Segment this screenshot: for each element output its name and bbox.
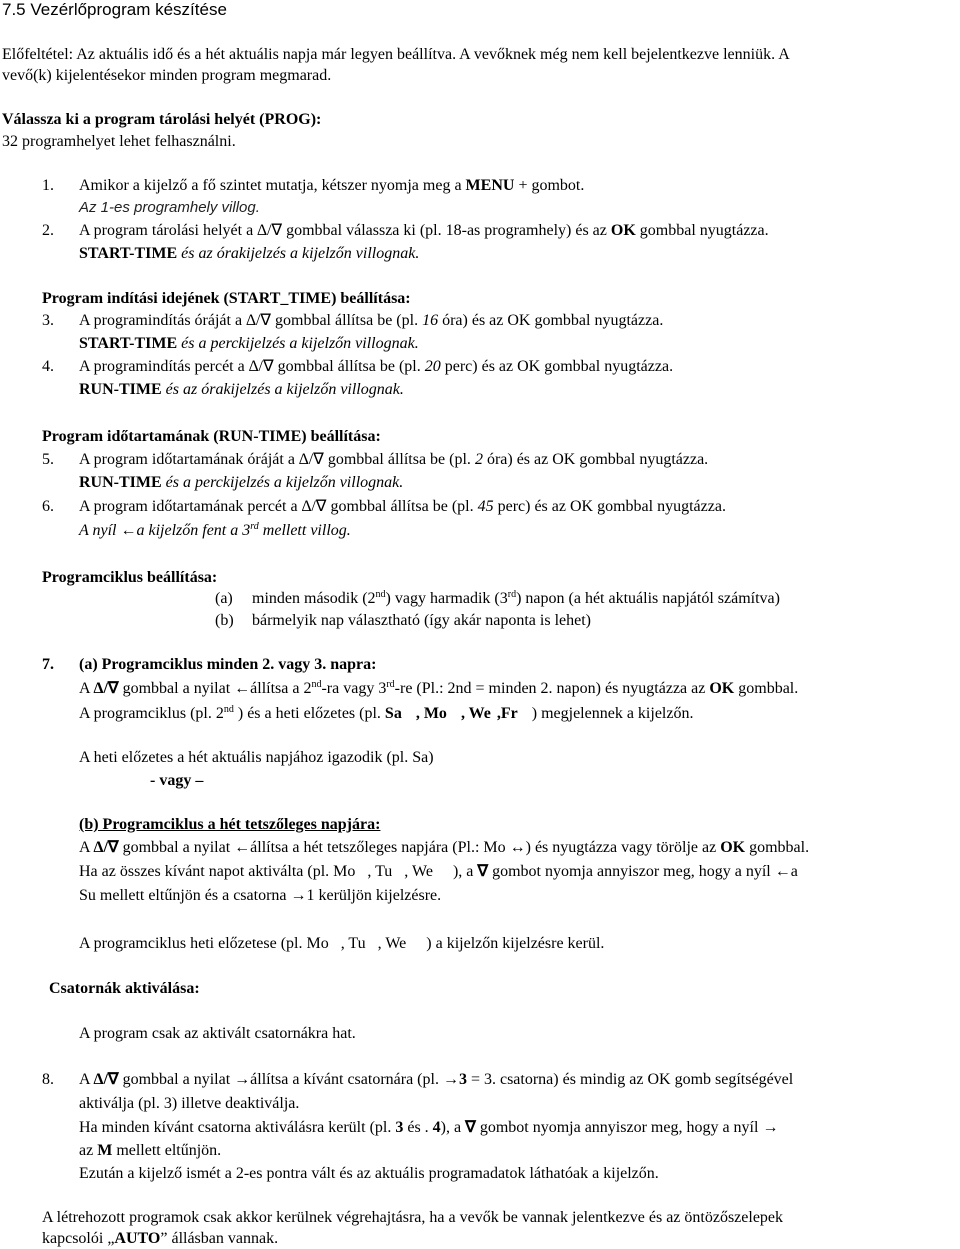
- step-5-number: 5.: [42, 451, 54, 468]
- step-7-heading: (a) Programciklus minden 2. vagy 3. napra:: [79, 656, 377, 673]
- intro-line-1: Előfeltétel: Az aktuális idő és a hét aktuális napja már legyen beállítva. A vevőknek még nem kell bejelentkezve lenniük. A: [2, 46, 790, 63]
- right-arrow-icon: →: [762, 1119, 779, 1136]
- step-2-text: A program tárolási helyét a ∆/∇ gombbal válassza ki (pl. 18-as programhely) és az OK gombbal nyugtázza.: [79, 222, 769, 239]
- step-7b-heading: (b) Programciklus a hét tetszőleges napjára:: [79, 816, 381, 833]
- cycle-option-b-label: (b): [215, 612, 234, 629]
- step-8-line-5: Ezután a kijelző ismét a 2-es pontra vált és az aktuális programadatok láthatóak a kijelzőn.: [79, 1165, 659, 1182]
- step-3-note: START-TIME és a perckijelzés a kijelzőn villognak.: [79, 335, 419, 352]
- step-8-line-1: A ∆/∇ gombbal a nyilat →állítsa a kívánt csatornára (pl. →3 = 3. csatorna) és mindig az OK gomb segítségével: [79, 1071, 794, 1088]
- page-title: 7.5 Vezérlőprogram készítése: [2, 0, 227, 19]
- cycle-option-a-label: (a): [215, 590, 233, 607]
- step-2-number: 2.: [42, 222, 54, 239]
- cycle-heading: Programciklus beállítása:: [42, 569, 218, 586]
- prog-heading: Válassza ki a program tárolási helyét (PROG):: [2, 111, 322, 128]
- step-2-note: START-TIME és az órakijelzés a kijelzőn villognak.: [79, 245, 420, 262]
- up-down-triangle-icon: ∆/∇: [93, 680, 119, 697]
- step-7b-line-4: A programciklus heti előzetese (pl. Mo , Tu , We ) a kijelzőn kijelzésre kerül.: [79, 935, 605, 952]
- step-7b-line-3: Su mellett eltűnjön és a csatorna →1 kerüljön kijelzésre.: [79, 887, 442, 904]
- step-7b-line-2: Ha az összes kívánt napot aktiválta (pl. Mo , Tu , We ), a ∇ gombot nyomja annyiszor meg, hogy a nyíl ←a: [79, 863, 798, 880]
- left-arrow-icon: ←: [234, 839, 251, 856]
- intro-line-2: vevő(k) kijelentésekor minden program megmarad.: [2, 67, 332, 84]
- step-6-number: 6.: [42, 498, 54, 515]
- step-5-note: RUN-TIME és a perckijelzés a kijelzőn villognak.: [79, 474, 404, 491]
- step-7b-line-1: A ∆/∇ gombbal a nyilat ←állítsa a hét tetszőleges napjára (Pl.: Mo ↔) és nyugtázza vagy törölje az OK gombbal.: [79, 839, 810, 856]
- step-5-text: A program időtartamának óráját a ∆/∇ gombbal állítsa be (pl. 2 óra) és az OK gombbal nyugtázza.: [79, 451, 709, 468]
- step-6-note: A nyíl ←a kijelzőn fent a 3rd mellett villog.: [79, 521, 351, 539]
- down-triangle-icon: ∇: [465, 1119, 476, 1136]
- step-8-line-2: aktiválja (pl. 3) illetve deaktiválja.: [79, 1095, 300, 1112]
- step-1-number: 1.: [42, 177, 54, 194]
- up-down-triangle-icon: ∆/∇: [93, 839, 119, 856]
- step-8-number: 8.: [42, 1071, 54, 1088]
- step-7-number: 7.: [42, 656, 54, 673]
- channel-heading: Csatornák aktiválása:: [49, 980, 200, 997]
- down-triangle-icon: ∇: [477, 863, 489, 880]
- channel-text: A program csak az aktivált csatornákra hat.: [79, 1025, 356, 1042]
- step-4-text: A programindítás percét a ∆/∇ gombbal állítsa be (pl. 20 perc) és az OK gombbal nyugtázza.: [79, 358, 674, 375]
- step-6-text: A program időtartamának percét a ∆/∇ gombbal állítsa be (pl. 45 perc) és az OK gombbal nyugtázza.: [79, 498, 726, 515]
- up-down-triangle-icon: ∆/∇: [93, 1071, 119, 1088]
- right-arrow-icon: →: [234, 1071, 251, 1088]
- step-7-or: - vagy –: [150, 772, 204, 789]
- step-1-text: Amikor a kijelző a fő szintet mutatja, kétszer nyomja meg a MENU + gombot.: [79, 177, 585, 194]
- right-arrow-icon: →: [290, 887, 307, 904]
- left-arrow-icon: ←: [234, 680, 251, 697]
- left-right-arrow-icon: ↔: [509, 839, 526, 856]
- cycle-option-a-text: minden második (2nd) vagy harmadik (3rd) napon (a hét aktuális napjától számítva): [252, 589, 780, 607]
- step-1-note: Az 1-es programhely villog.: [79, 199, 260, 216]
- left-arrow-icon: ←: [120, 522, 137, 539]
- step-8-line-3: Ha minden kívánt csatorna aktiválásra került (pl. 3 és . 4), a ∇ gombot nyomja annyiszor meg, hogy a nyíl →: [79, 1119, 779, 1136]
- run-time-heading: Program időtartamának (RUN-TIME) beállítása:: [42, 428, 381, 445]
- step-3-text: A programindítás óráját a ∆/∇ gombbal állítsa be (pl. 16 óra) és az OK gombbal nyugtázza.: [79, 312, 664, 329]
- step-8-line-4: az M mellett eltűnjön.: [79, 1142, 222, 1159]
- cycle-option-b-text: bármelyik nap választható (így akár naponta is lehet): [252, 612, 591, 629]
- step-4-note: RUN-TIME és az órakijelzés a kijelzőn villognak.: [79, 381, 404, 398]
- right-arrow-icon: →: [442, 1071, 459, 1088]
- footer-line-2: kapcsolói „AUTO” állásban vannak.: [42, 1230, 279, 1247]
- step-3-number: 3.: [42, 312, 54, 329]
- step-7-line-1: A ∆/∇ gombbal a nyilat ←állítsa a 2nd-ra vagy 3rd-re (Pl.: 2nd = minden 2. napon) és nyugtázza az OK gombbal.: [79, 679, 799, 697]
- footer-line-1: A létrehozott programok csak akkor kerülnek végrehajtásra, ha a vevők be vannak jelentkezve és az öntözőszelepek: [42, 1209, 784, 1226]
- step-7-line-2: A programciklus (pl. 2nd ) és a heti előzetes (pl. Sa , Mo , We ,Fr ) megjelennek a kijelzőn.: [79, 704, 694, 722]
- step-7-line-3: A heti előzetes a hét aktuális napjához igazodik (pl. Sa): [79, 749, 434, 766]
- left-arrow-icon: ←: [774, 863, 791, 880]
- prog-subtext: 32 programhelyet lehet felhasználni.: [2, 133, 236, 150]
- step-4-number: 4.: [42, 358, 54, 375]
- start-time-heading: Program indítási idejének (START_TIME) beállítása:: [42, 290, 411, 307]
